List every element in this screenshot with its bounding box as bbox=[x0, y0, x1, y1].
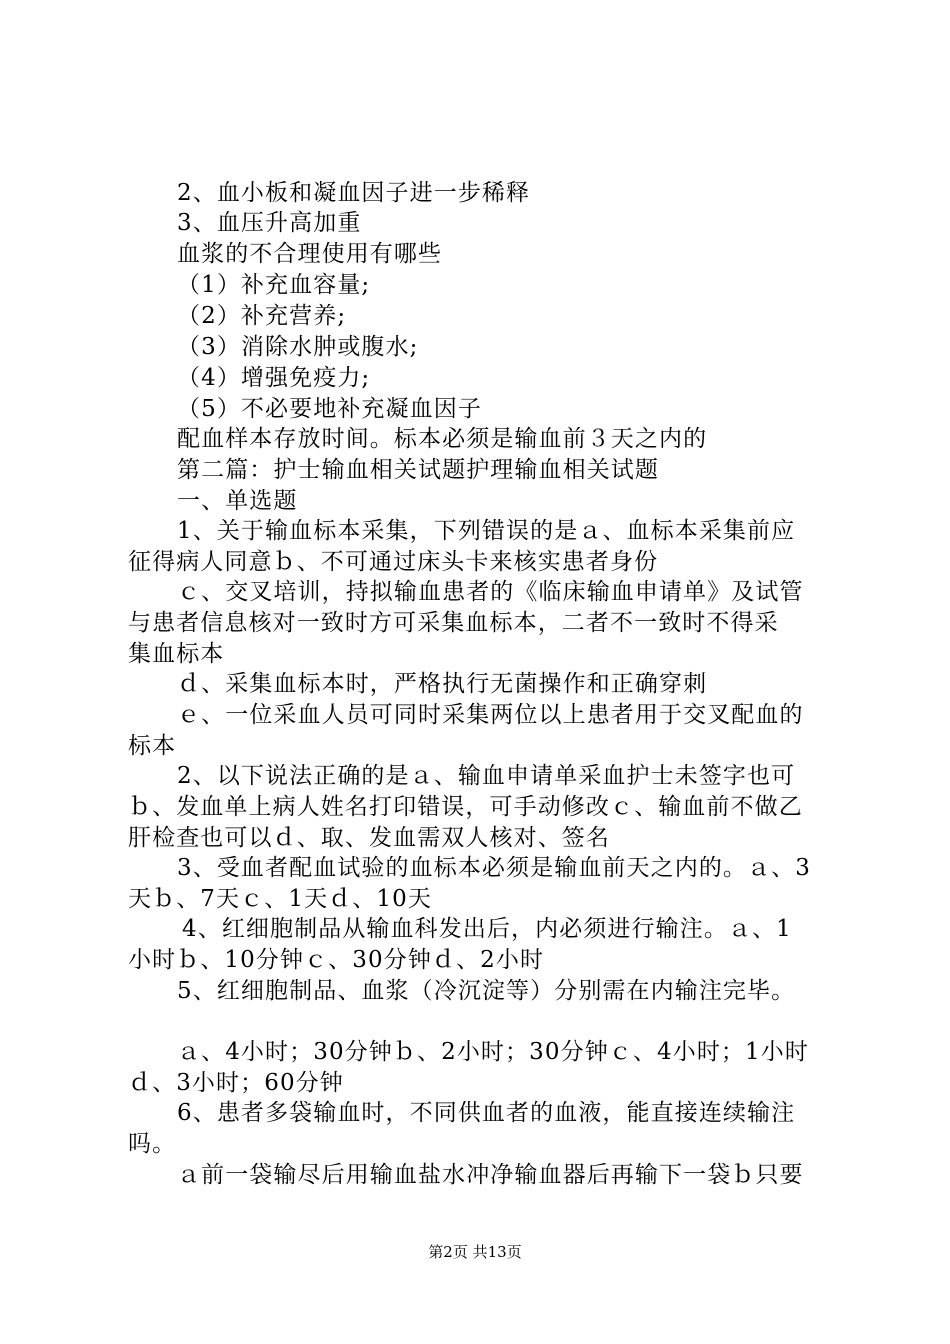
text-line: 吗。 bbox=[128, 1131, 177, 1157]
text-line: 肝检查也可以ｄ、取、发血需双人核对、签名 bbox=[128, 825, 610, 851]
text-line: 征得病人同意ｂ、不可通过床头卡来核实患者身份 bbox=[128, 549, 659, 575]
text-line: （2）补充营养; bbox=[177, 303, 347, 329]
text-line: ｂ、发血单上病人姓名打印错误，可手动修改ｃ、输血前不做乙 bbox=[128, 794, 803, 820]
text-line: ｄ、采集血标本时，严格执行无菌操作和正确穿刺 bbox=[177, 671, 708, 697]
text-line: 集血标本 bbox=[128, 641, 225, 667]
text-line: （3）消除水肿或腹水; bbox=[177, 334, 419, 360]
text-line: （5）不必要地补充凝血因子 bbox=[177, 396, 482, 422]
text-line: 6、患者多袋输血时，不同供血者的血液，能直接连续输注 bbox=[177, 1100, 796, 1126]
text-line: 2、以下说法正确的是ａ、输血申请单采血护士未签字也可 bbox=[177, 763, 796, 789]
text-line: 3、血压升高加重 bbox=[177, 210, 362, 236]
text-line: （4）增强免疫力; bbox=[177, 365, 371, 391]
text-line: 血浆的不合理使用有哪些 bbox=[177, 241, 443, 267]
page-number-footer: 第2页 共13页 bbox=[428, 1243, 522, 1261]
subsection-heading: 一、单选题 bbox=[177, 488, 298, 514]
text-line: ａ前一袋输尽后用输血盐水冲净输血器后再输下一袋ｂ只要 bbox=[177, 1162, 804, 1188]
text-line: （1）补充血容量; bbox=[177, 272, 371, 298]
text-line: 5、红细胞制品、血浆（冷沉淀等）分别需在内输注完毕。 bbox=[177, 978, 796, 1004]
text-line: ｃ、交叉培训，持拟输血患者的《临床输血申请单》及试管 bbox=[177, 579, 804, 605]
text-line: 天ｂ、7天ｃ、1天ｄ、10天 bbox=[128, 886, 432, 912]
text-line: ｅ、一位采血人员可同时采集两位以上患者用于交叉配血的 bbox=[177, 702, 804, 728]
text-line: 4、红细胞制品从输血科发出后，内必须进行输注。ａ、1 bbox=[182, 916, 792, 942]
text-line: 标本 bbox=[128, 733, 177, 759]
text-line: ａ、4小时；30分钟ｂ、2小时；30分钟ｃ、4小时；1小时 bbox=[177, 1039, 809, 1065]
text-line: 与患者信息核对一致时方可采集血标本，二者不一致时不得采 bbox=[128, 610, 779, 636]
text-line: 1、关于输血标本采集，下列错误的是ａ、血标本采集前应 bbox=[177, 518, 796, 544]
section-heading: 第二篇：护士输血相关试题护理输血相关试题 bbox=[177, 457, 659, 483]
text-line: 小时ｂ、10分钟ｃ、30分钟ｄ、2小时 bbox=[128, 947, 545, 973]
text-line: ｄ、3小时；60分钟 bbox=[128, 1070, 344, 1096]
text-line: 3、受血者配血试验的血标本必须是输血前天之内的。ａ、3 bbox=[177, 855, 811, 881]
text-line: 配血样本存放时间。标本必须是输血前３天之内的 bbox=[177, 426, 708, 452]
text-line: 2、血小板和凝血因子进一步稀释 bbox=[177, 180, 531, 206]
